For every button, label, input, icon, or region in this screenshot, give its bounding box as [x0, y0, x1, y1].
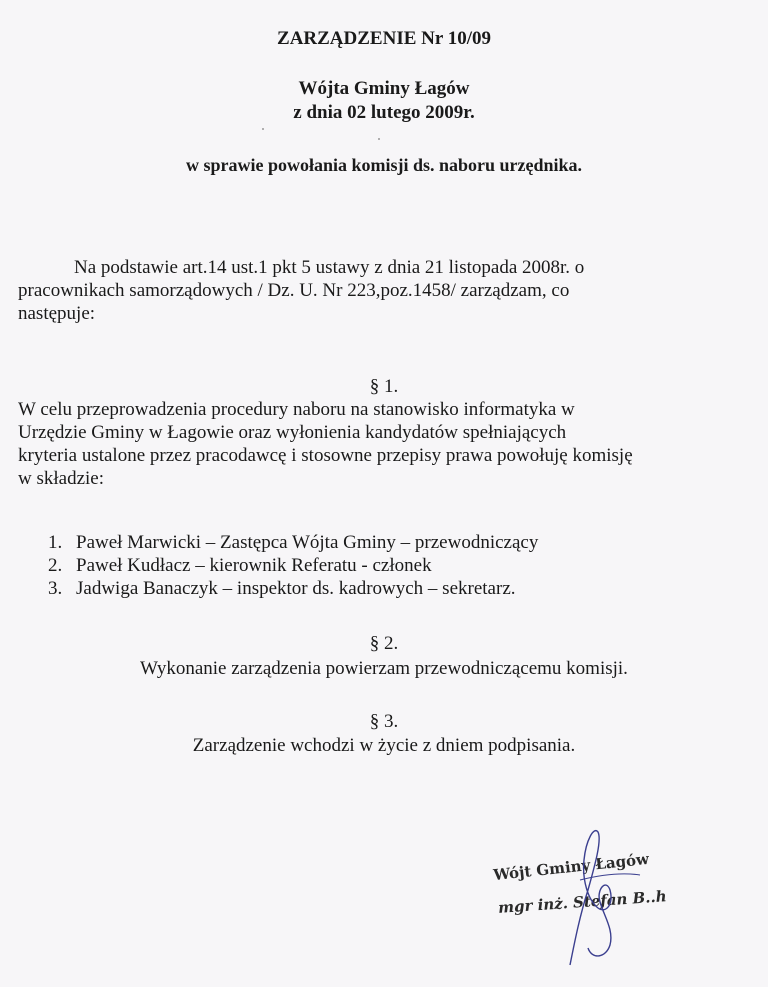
committee-members-list	[48, 531, 538, 600]
scan-speck	[262, 128, 264, 130]
intro-paragraph	[18, 256, 718, 325]
scan-speck	[378, 138, 380, 140]
section-1-line-2: Urzędzie Gminy w Łagowie oraz wyłonienia kandydatów spełniających	[18, 422, 567, 443]
section-3-mark: § 3.	[369, 711, 399, 732]
document-date: z dnia 02 lutego 2009r.	[293, 102, 475, 123]
stamp-title: Wójt Gminy Łagów	[492, 849, 650, 885]
section-1-line-1: W celu przeprowadzenia procedury naboru na stanowisko informatyka w	[18, 399, 575, 420]
list-item-number: 3.	[48, 578, 63, 599]
list-item	[48, 531, 538, 554]
intro-line-2: pracownikach samorządowych / Dz. U. Nr 223,poz.1458/ zarządzam, co	[18, 280, 570, 301]
section-1-line-3: kryteria ustalone przez pracodawcę i stosowne przepisy prawa powołuję komisję	[18, 445, 633, 466]
stamp-name: mgr inż. Stefan B..h	[497, 887, 668, 917]
list-item-number: 2.	[48, 555, 63, 576]
intro-line-1: Na podstawie art.14 ust.1 pkt 5 ustawy z dnia 21 listopada 2008r. o	[74, 257, 585, 278]
document-subject: w sprawie powołania komisji ds. naboru urzędnika.	[185, 155, 583, 175]
signature-icon	[540, 820, 670, 970]
section-1-line-4: w składzie:	[18, 468, 105, 489]
intro-line-3: następuje:	[18, 303, 96, 324]
section-1-paragraph	[18, 398, 718, 490]
section-3-text: Zarządzenie wchodzi w życie z dniem podpisania.	[192, 735, 576, 756]
list-item	[48, 577, 538, 600]
list-item-text: Paweł Marwicki – Zastępca Wójta Gminy – przewodniczący	[76, 532, 539, 553]
document-issuer: Wójta Gminy Łagów	[298, 78, 470, 99]
document-title: ZARZĄDZENIE Nr 10/09	[277, 28, 491, 49]
list-item-text: Jadwiga Banaczyk – inspektor ds. kadrowych – sekretarz.	[76, 578, 516, 599]
list-item	[48, 554, 538, 577]
section-2-text: Wykonanie zarządzenia powierzam przewodniczącemu komisji.	[140, 658, 628, 679]
section-2-mark: § 2.	[369, 633, 399, 654]
list-item-number: 1.	[48, 532, 63, 553]
list-item-text: Paweł Kudłacz – kierownik Referatu - członek	[76, 555, 432, 576]
section-1-mark: § 1.	[369, 376, 399, 397]
